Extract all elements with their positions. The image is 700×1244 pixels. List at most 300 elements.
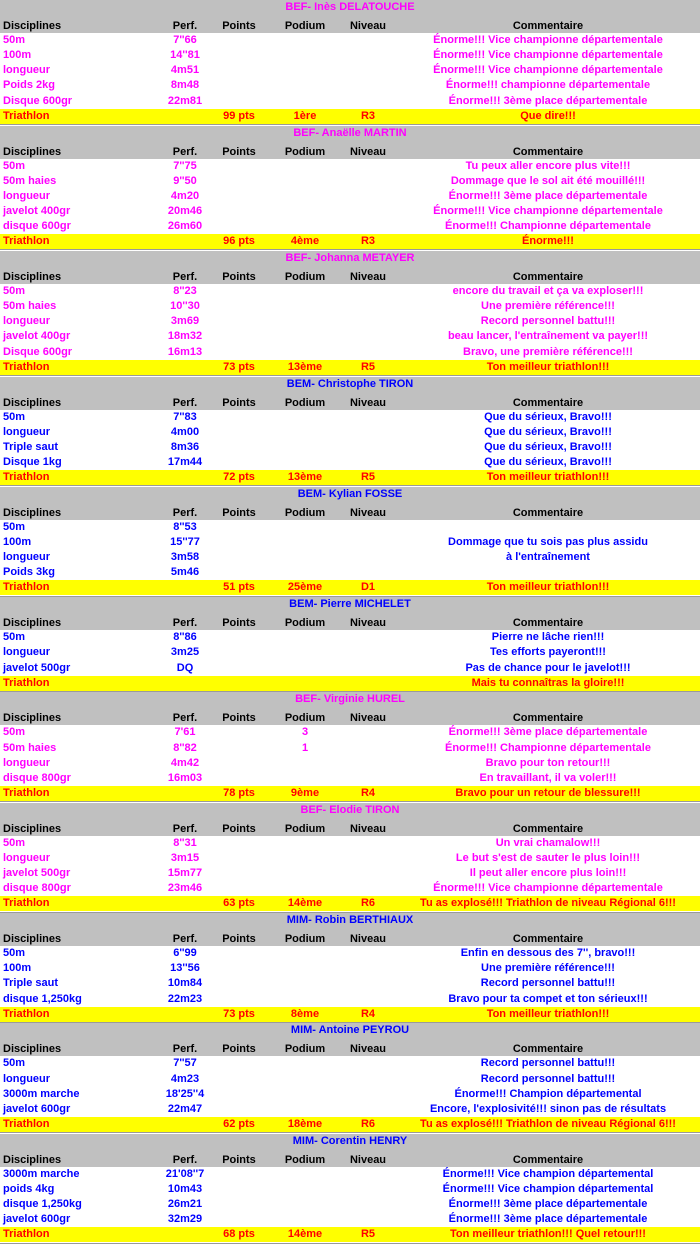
header-podium: Podium <box>284 1153 326 1166</box>
discipline-name: longueur <box>3 851 51 864</box>
header-niveau: Niveau <box>349 617 387 630</box>
header-commentaire: Commentaire <box>512 271 584 283</box>
discipline-perf: 32m29 <box>167 1213 203 1226</box>
triathlon-points: 72 pts <box>223 471 255 484</box>
discipline-row <box>0 520 700 535</box>
discipline-row <box>0 741 700 756</box>
header-podium: Podium <box>284 822 326 835</box>
discipline-row <box>0 866 700 881</box>
triathlon-podium: 4ème <box>290 235 320 248</box>
discipline-row <box>0 1167 700 1182</box>
triathlon-niveau: R4 <box>360 1007 376 1020</box>
discipline-comment: Il peut aller encore plus loin!!! <box>469 867 627 880</box>
athlete-name-row <box>0 913 700 928</box>
header-points: Points <box>222 1153 256 1166</box>
triathlon-row <box>0 470 700 485</box>
header-perf: Perf. <box>172 1153 198 1166</box>
discipline-row <box>0 78 700 93</box>
discipline-perf: 8''23 <box>173 285 197 297</box>
column-header-row <box>0 928 700 946</box>
discipline-comment: Encore, l'explosivité!!! sinon pas de résultats <box>429 1102 667 1115</box>
header-disciplines: Disciplines <box>3 271 62 283</box>
discipline-row <box>0 836 700 851</box>
discipline-row <box>0 756 700 771</box>
discipline-row <box>0 1087 700 1102</box>
discipline-name: Poids 2kg <box>3 79 55 92</box>
triathlon-row <box>0 109 700 124</box>
discipline-comment: Énorme!!! 3ème place départementale <box>448 94 648 107</box>
triathlon-label: Triathlon <box>3 1007 50 1020</box>
discipline-comment: Bravo, une première référence!!! <box>463 345 633 358</box>
triathlon-points: 99 pts <box>223 109 255 122</box>
header-podium: Podium <box>284 271 326 283</box>
triathlon-podium: 9ème <box>290 787 320 799</box>
discipline-comment: Énorme!!! championne départementale <box>445 79 651 92</box>
header-disciplines: Disciplines <box>3 1043 62 1056</box>
header-points: Points <box>222 506 256 519</box>
header-niveau: Niveau <box>349 506 387 519</box>
discipline-row <box>0 1182 700 1197</box>
triathlon-comment: Ton meilleur triathlon!!! <box>486 1007 610 1020</box>
triathlon-row <box>0 1117 700 1132</box>
athlete-name-row <box>0 1134 700 1149</box>
header-commentaire: Commentaire <box>512 617 584 630</box>
header-disciplines: Disciplines <box>3 1153 62 1166</box>
triathlon-row <box>0 1007 700 1022</box>
header-points: Points <box>222 933 256 946</box>
discipline-name: 50m haies <box>3 300 57 313</box>
discipline-name: Disque 600gr <box>3 345 73 358</box>
header-points: Points <box>222 396 256 409</box>
discipline-perf: 18m32 <box>167 330 203 343</box>
discipline-name: disque 800gr <box>3 882 71 895</box>
discipline-perf: 7'61 <box>174 726 196 739</box>
discipline-row <box>0 189 700 204</box>
header-disciplines: Disciplines <box>3 506 62 519</box>
discipline-perf: 7''57 <box>173 1057 197 1070</box>
discipline-name: longueur <box>3 189 51 202</box>
discipline-perf: 4m20 <box>170 189 200 202</box>
athlete-name-row <box>0 251 700 266</box>
header-podium: Podium <box>284 712 326 725</box>
discipline-comment: Énorme!!! Vice championne départementale <box>433 204 663 217</box>
discipline-name: Poids 3kg <box>3 566 55 579</box>
discipline-comment: Énorme!!! Championne départementale <box>445 741 651 754</box>
discipline-row <box>0 725 700 740</box>
discipline-row <box>0 314 700 329</box>
athlete-name: BEM- Christophe TIRON <box>286 377 414 390</box>
header-points: Points <box>222 1043 256 1056</box>
discipline-name: 50m <box>3 34 26 46</box>
discipline-name: 50m <box>3 1057 26 1070</box>
triathlon-points: 78 pts <box>223 787 255 799</box>
triathlon-row <box>0 786 700 801</box>
triathlon-points: 68 pts <box>223 1228 255 1241</box>
discipline-perf: 14''81 <box>170 49 200 62</box>
discipline-perf: 16m03 <box>167 771 203 784</box>
triathlon-podium: 13ème <box>287 360 323 373</box>
discipline-row <box>0 159 700 174</box>
athlete-name: BEF- Inès DELATOUCHE <box>285 1 415 13</box>
discipline-row <box>0 771 700 786</box>
triathlon-points: 62 pts <box>223 1118 255 1131</box>
discipline-name: 50m <box>3 947 26 960</box>
discipline-perf: 3m69 <box>170 315 200 328</box>
athlete-name: MIM- Robin BERTHIAUX <box>286 914 414 927</box>
triathlon-row <box>0 1227 700 1242</box>
discipline-comment: Énorme!!! Vice championne départementale <box>433 64 663 77</box>
discipline-perf: 6''99 <box>173 947 197 960</box>
athlete-name: BEM- Pierre MICHELET <box>289 598 411 611</box>
discipline-name: longueur <box>3 1072 51 1085</box>
discipline-comment: En travaillant, il va voler!!! <box>479 771 617 784</box>
triathlon-niveau: R5 <box>360 360 376 373</box>
discipline-perf: 26m60 <box>167 220 203 233</box>
header-podium: Podium <box>284 145 326 158</box>
discipline-perf: 16m13 <box>167 345 203 358</box>
header-niveau: Niveau <box>349 396 387 409</box>
discipline-row <box>0 946 700 961</box>
discipline-name: longueur <box>3 425 51 438</box>
triathlon-label: Triathlon <box>3 676 50 689</box>
triathlon-podium: 14ème <box>287 1228 323 1241</box>
discipline-perf: 5m46 <box>170 566 200 579</box>
discipline-row <box>0 33 700 48</box>
discipline-row <box>0 881 700 896</box>
discipline-comment: beau lancer, l'entraînement va payer!!! <box>447 330 649 343</box>
header-points: Points <box>222 145 256 158</box>
discipline-name: javelot 400gr <box>3 204 71 217</box>
discipline-perf: DQ <box>176 661 194 674</box>
triathlon-podium: 1ère <box>293 109 317 122</box>
header-commentaire: Commentaire <box>512 1153 584 1166</box>
discipline-name: 100m <box>3 536 32 548</box>
triathlon-label: Triathlon <box>3 1118 50 1131</box>
header-perf: Perf. <box>172 396 198 409</box>
discipline-row <box>0 535 700 550</box>
triathlon-comment: Bravo pour un retour de blessure!!! <box>455 787 641 799</box>
discipline-name: 100m <box>3 49 32 62</box>
triathlon-label: Triathlon <box>3 109 50 122</box>
discipline-perf: 15m77 <box>167 867 203 880</box>
discipline-name: 50m <box>3 159 26 172</box>
athlete-name: BEF- Johanna METAYER <box>285 252 415 264</box>
discipline-perf: 8''53 <box>173 520 197 533</box>
header-niveau: Niveau <box>349 20 387 32</box>
discipline-name: 50m <box>3 410 26 423</box>
discipline-name: 50m <box>3 285 26 297</box>
triathlon-label: Triathlon <box>3 471 50 484</box>
discipline-perf: 4m42 <box>170 756 200 769</box>
discipline-row <box>0 219 700 234</box>
discipline-row <box>0 425 700 440</box>
header-commentaire: Commentaire <box>512 822 584 835</box>
triathlon-label: Triathlon <box>3 235 50 248</box>
discipline-perf: 23m46 <box>167 882 203 895</box>
triathlon-niveau: R4 <box>360 787 376 799</box>
discipline-name: javelot 400gr <box>3 330 71 343</box>
discipline-row <box>0 1102 700 1117</box>
discipline-perf: 21'08''7 <box>165 1167 205 1180</box>
header-points: Points <box>222 617 256 630</box>
header-niveau: Niveau <box>349 712 387 725</box>
discipline-comment: Pas de chance pour le javelot!!! <box>465 661 631 674</box>
discipline-comment: Énorme!!! Vice champion départemental <box>442 1182 654 1195</box>
discipline-row <box>0 94 700 109</box>
discipline-comment: Un vrai chamalow!!! <box>495 836 601 849</box>
discipline-row <box>0 645 700 660</box>
column-header-row <box>0 15 700 33</box>
triathlon-row <box>0 580 700 595</box>
discipline-comment: Dommage que le sol ait été mouillé!!! <box>450 174 646 187</box>
column-header-row <box>0 266 700 284</box>
triathlon-podium: 25ème <box>287 581 323 594</box>
athlete-name: MIM- Antoine PEYROU <box>290 1024 410 1037</box>
triathlon-comment: Ton meilleur triathlon!!! <box>486 581 610 594</box>
triathlon-comment: Mais tu connaîtras la gloire!!! <box>471 676 625 689</box>
discipline-name: javelot 600gr <box>3 1102 71 1115</box>
discipline-row <box>0 345 700 360</box>
column-header-row <box>0 1038 700 1056</box>
header-niveau: Niveau <box>349 1153 387 1166</box>
discipline-perf: 10m84 <box>167 977 203 990</box>
header-points: Points <box>222 20 256 32</box>
discipline-name: 50m <box>3 726 26 739</box>
header-perf: Perf. <box>172 20 198 32</box>
discipline-name: longueur <box>3 315 51 328</box>
discipline-comment: Enfin en dessous des 7'', bravo!!! <box>460 947 636 960</box>
discipline-row <box>0 48 700 63</box>
triathlon-niveau: R6 <box>360 897 376 910</box>
discipline-perf: 17m44 <box>167 455 203 468</box>
triathlon-label: Triathlon <box>3 360 50 373</box>
discipline-name: 50m haies <box>3 174 57 187</box>
discipline-comment: Énorme!!! Vice championne départementale <box>433 49 663 62</box>
discipline-row <box>0 284 700 299</box>
triathlon-row <box>0 234 700 249</box>
discipline-perf: 4m51 <box>170 64 200 77</box>
discipline-row <box>0 550 700 565</box>
discipline-perf: 9''50 <box>173 174 197 187</box>
triathlon-comment: Tu as explosé!!! Triathlon de niveau Régional 6!!! <box>420 1118 676 1131</box>
header-perf: Perf. <box>172 933 198 946</box>
header-disciplines: Disciplines <box>3 396 62 409</box>
discipline-comment: Énorme!!! Champion départemental <box>454 1087 642 1100</box>
header-perf: Perf. <box>172 145 198 158</box>
discipline-comment: Record personnel battu!!! <box>480 1072 616 1085</box>
discipline-perf: 3m58 <box>170 551 200 564</box>
triathlon-points: 51 pts <box>223 581 255 594</box>
discipline-comment: Record personnel battu!!! <box>480 1057 616 1070</box>
discipline-row <box>0 174 700 189</box>
discipline-perf: 22m47 <box>167 1102 203 1115</box>
discipline-row <box>0 565 700 580</box>
header-podium: Podium <box>284 617 326 630</box>
discipline-perf: 10m43 <box>167 1182 203 1195</box>
header-disciplines: Disciplines <box>3 20 62 32</box>
discipline-comment: à l'entraînement <box>506 551 590 564</box>
triathlon-niveau: R5 <box>360 471 376 484</box>
header-disciplines: Disciplines <box>3 822 62 835</box>
discipline-name: longueur <box>3 646 51 659</box>
discipline-row <box>0 1056 700 1071</box>
discipline-perf: 4m23 <box>170 1072 200 1085</box>
header-podium: Podium <box>284 506 326 519</box>
athlete-name-row <box>0 0 700 15</box>
discipline-perf: 7''66 <box>173 34 197 46</box>
header-podium: Podium <box>284 20 326 32</box>
discipline-comment: Énorme!!! 3ème place départementale <box>448 189 648 202</box>
athlete-name: BEF- Elodie TIRON <box>300 803 400 816</box>
athlete-name-row <box>0 487 700 502</box>
header-disciplines: Disciplines <box>3 145 62 158</box>
header-perf: Perf. <box>172 1043 198 1056</box>
discipline-perf: 15''77 <box>170 536 200 548</box>
triathlon-podium: 18ème <box>287 1118 323 1131</box>
header-disciplines: Disciplines <box>3 617 62 630</box>
triathlon-comment: Ton meilleur triathlon!!! <box>486 471 610 484</box>
header-niveau: Niveau <box>349 1043 387 1056</box>
column-header-row <box>0 502 700 520</box>
discipline-name: longueur <box>3 551 51 564</box>
header-podium: Podium <box>284 396 326 409</box>
discipline-name: javelot 600gr <box>3 1213 71 1226</box>
discipline-row <box>0 961 700 976</box>
discipline-perf: 8''86 <box>173 631 197 644</box>
triathlon-label: Triathlon <box>3 581 50 594</box>
discipline-comment: Énorme!!! 3ème place départementale <box>448 1213 648 1226</box>
header-points: Points <box>222 712 256 725</box>
discipline-name: Disque 1kg <box>3 455 62 468</box>
discipline-perf: 10''30 <box>170 300 200 313</box>
discipline-comment: Que du sérieux, Bravo!!! <box>484 425 612 438</box>
discipline-comment: Énorme!!! Vice championne départementale <box>433 882 663 895</box>
discipline-comment: Le but s'est de sauter le plus loin!!! <box>455 851 641 864</box>
header-commentaire: Commentaire <box>512 1043 584 1056</box>
triathlon-podium: 8ème <box>290 1007 320 1020</box>
discipline-comment: Énorme!!! Vice championne départementale <box>433 34 663 46</box>
discipline-perf: 20m46 <box>167 204 203 217</box>
athlete-name-row <box>0 126 700 141</box>
header-perf: Perf. <box>172 617 198 630</box>
header-disciplines: Disciplines <box>3 933 62 946</box>
discipline-name: Triple saut <box>3 440 59 453</box>
discipline-name: disque 600gr <box>3 220 71 233</box>
athlete-name: MIM- Corentin HENRY <box>292 1134 408 1147</box>
discipline-name: disque 800gr <box>3 771 71 784</box>
discipline-perf: 18'25''4 <box>165 1087 205 1100</box>
discipline-comment: Bravo pour ton retour!!! <box>485 756 611 769</box>
discipline-row <box>0 661 700 676</box>
discipline-perf: 8''31 <box>173 836 197 849</box>
discipline-name: longueur <box>3 756 51 769</box>
header-disciplines: Disciplines <box>3 712 62 725</box>
discipline-comment: Une première référence!!! <box>481 962 615 975</box>
triathlon-label: Triathlon <box>3 1228 50 1241</box>
triathlon-comment: Ton meilleur triathlon!!! Quel retour!!! <box>450 1228 646 1241</box>
triathlon-podium: 14ème <box>287 897 323 910</box>
column-header-row <box>0 392 700 410</box>
discipline-comment: Que du sérieux, Bravo!!! <box>484 440 612 453</box>
header-commentaire: Commentaire <box>512 933 584 946</box>
triathlon-comment: Que dire!!! <box>520 109 576 122</box>
discipline-name: disque 1,250kg <box>3 992 82 1005</box>
discipline-comment: Énorme!!! Vice champion départemental <box>442 1167 654 1180</box>
discipline-comment: Record personnel battu!!! <box>480 977 616 990</box>
athlete-name-row <box>0 377 700 392</box>
discipline-row <box>0 299 700 314</box>
triathlon-points: 73 pts <box>223 360 255 373</box>
discipline-row <box>0 1072 700 1087</box>
discipline-comment: Tu peux aller encore plus vite!!! <box>465 159 631 172</box>
discipline-perf: 7''83 <box>173 410 197 423</box>
column-header-row <box>0 1149 700 1167</box>
header-perf: Perf. <box>172 822 198 835</box>
discipline-name: 100m <box>3 962 32 975</box>
discipline-perf: 3m25 <box>170 646 200 659</box>
discipline-name: javelot 500gr <box>3 867 71 880</box>
discipline-name: 50m <box>3 836 26 849</box>
discipline-podium: 3 <box>301 726 309 739</box>
discipline-comment: encore du travail et ça va exploser!!! <box>452 285 644 297</box>
discipline-perf: 13''56 <box>170 962 200 975</box>
header-niveau: Niveau <box>349 933 387 946</box>
column-header-row <box>0 141 700 159</box>
header-points: Points <box>222 822 256 835</box>
header-perf: Perf. <box>172 712 198 725</box>
header-perf: Perf. <box>172 271 198 283</box>
discipline-comment: Que du sérieux, Bravo!!! <box>484 410 612 423</box>
discipline-row <box>0 204 700 219</box>
athlete-name-row <box>0 597 700 612</box>
discipline-comment: Une première référence!!! <box>481 300 615 313</box>
discipline-row <box>0 992 700 1007</box>
column-header-row <box>0 707 700 725</box>
discipline-name: Triple saut <box>3 977 59 990</box>
header-niveau: Niveau <box>349 271 387 283</box>
discipline-comment: Que du sérieux, Bravo!!! <box>484 455 612 468</box>
column-header-row <box>0 612 700 630</box>
triathlon-points: 73 pts <box>223 1007 255 1020</box>
discipline-comment: Record personnel battu!!! <box>480 315 616 328</box>
triathlon-niveau: D1 <box>360 581 376 594</box>
triathlon-comment: Énorme!!! <box>522 235 574 248</box>
triathlon-niveau: R6 <box>360 1118 376 1131</box>
athlete-name: BEF- Anaëlle MARTIN <box>293 126 407 139</box>
discipline-perf: 8m36 <box>170 440 200 453</box>
triathlon-label: Triathlon <box>3 897 50 910</box>
discipline-comment: Pierre ne lâche rien!!! <box>491 631 605 644</box>
athlete-name-row <box>0 692 700 707</box>
triathlon-podium: 13ème <box>287 471 323 484</box>
athlete-name: BEF- Virginie HUREL <box>295 693 405 706</box>
triathlon-row <box>0 676 700 691</box>
header-commentaire: Commentaire <box>512 712 584 725</box>
header-commentaire: Commentaire <box>512 20 584 32</box>
header-points: Points <box>222 271 256 283</box>
discipline-perf: 4m00 <box>170 425 200 438</box>
discipline-row <box>0 455 700 470</box>
discipline-comment: Bravo pour ta compet et ton sérieux!!! <box>448 992 648 1005</box>
header-commentaire: Commentaire <box>512 145 584 158</box>
header-niveau: Niveau <box>349 145 387 158</box>
header-podium: Podium <box>284 933 326 946</box>
triathlon-comment: Tu as explosé!!! Triathlon de niveau Régional 6!!! <box>420 897 676 910</box>
athlete-name-row <box>0 1023 700 1038</box>
discipline-name: 3000m marche <box>3 1087 80 1100</box>
discipline-comment: Énorme!!! 3ème place départementale <box>448 726 648 739</box>
discipline-row <box>0 976 700 991</box>
